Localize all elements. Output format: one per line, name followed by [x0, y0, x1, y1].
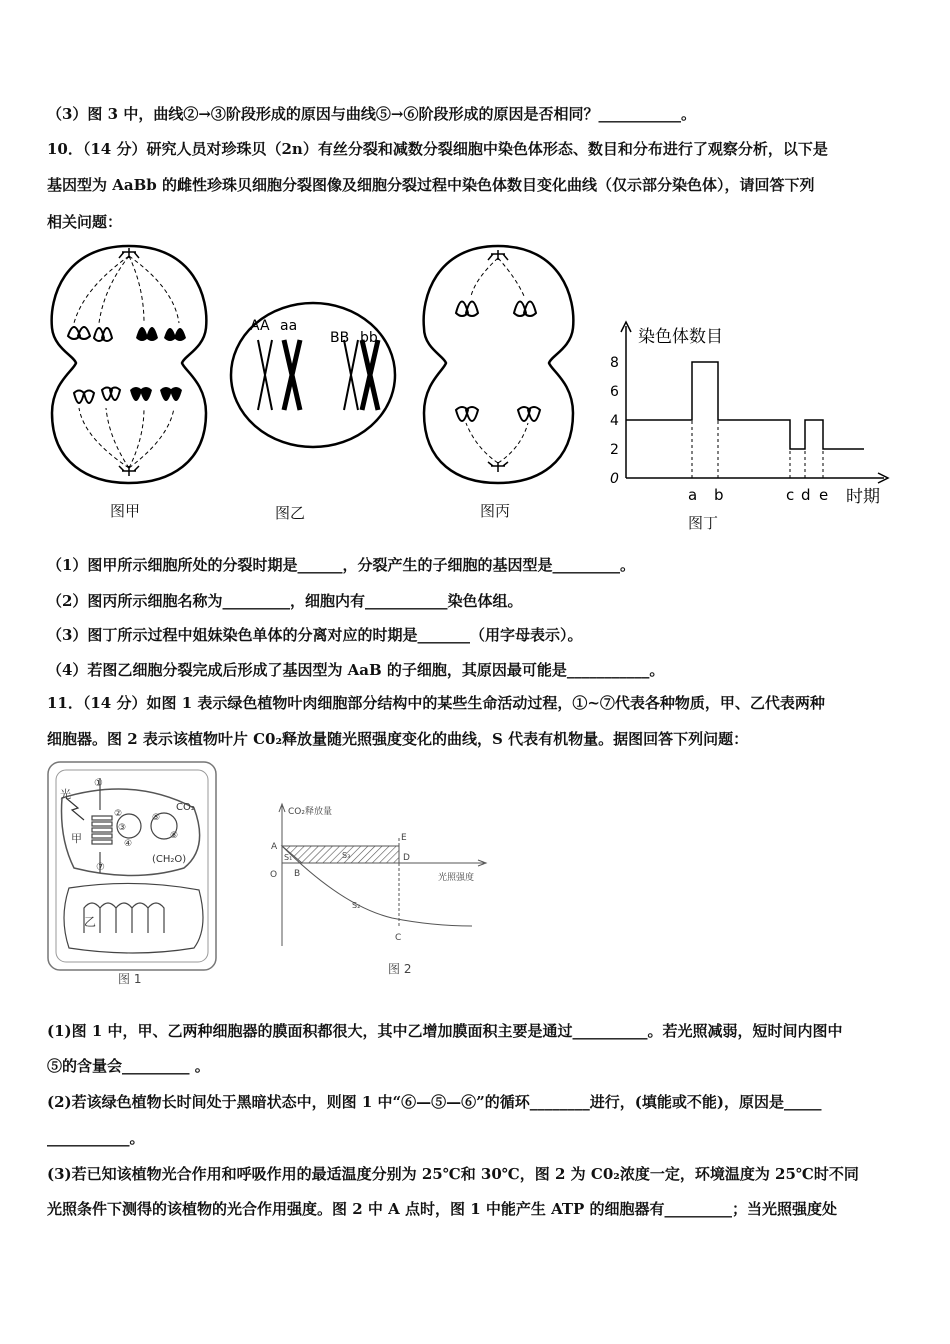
area-S1: S₁ — [284, 853, 293, 862]
q11-1-line-1: (1)图 1 中，甲、乙两种细胞器的膜面积都很大，其中乙增加膜面积主要是通过__________。若光照减弱，短时间内图中 — [47, 1022, 843, 1040]
figure-yi-caption: 图乙 — [275, 504, 306, 522]
figure-1-cell-diagram — [44, 758, 222, 993]
chromosome-count-line — [626, 362, 864, 449]
substance-5: ⑤ — [152, 813, 161, 823]
x-marker-label: e — [819, 486, 829, 504]
x-marker-label: c — [786, 486, 795, 504]
q11-1-line-2: ⑤的含量会_________ 。 — [47, 1057, 210, 1075]
substance-3: ③ — [118, 823, 127, 833]
point-A: A — [271, 842, 278, 852]
substance-1: ① — [94, 778, 103, 789]
gene-label-bb: bb — [360, 330, 378, 346]
area-S3: S₃ — [342, 851, 351, 860]
fig2-xlabel: 光照强度 — [438, 873, 475, 883]
q10-4: （4）若图乙细胞分裂完成后形成了基因型为 AaB 的子细胞，其原因最可能是___________。 — [47, 661, 665, 679]
y-tick-label: 6 — [610, 384, 619, 400]
point-B: B — [294, 869, 301, 879]
q11-2-line-2: ___________。 — [47, 1129, 145, 1147]
point-C: C — [395, 933, 402, 943]
q10-2: （2）图丙所示细胞名称为_________，细胞内有___________染色体组。 — [47, 592, 523, 610]
substance-2: ② — [114, 809, 123, 819]
gene-label-AA: AA — [250, 318, 270, 334]
point-E: E — [401, 833, 407, 843]
gene-label-aa: aa — [280, 318, 298, 334]
substance-6: ⑥ — [170, 831, 179, 841]
q10-stem-line-1: 10．（14 分）研究人员对珍珠贝（2n）有丝分裂和减数分裂细胞中染色体形态、数目和分布进行了观察分析，以下是 — [47, 140, 828, 158]
q10-3: （3）图丁所示过程中姐妹染色单体的分离对应的时期是_______（用字母表示）。 — [47, 626, 583, 644]
x-marker-label: a — [688, 486, 698, 504]
q10-stem-line-2: 基因型为 AaBb 的雌性珍珠贝细胞分裂图像及细胞分裂过程中染色体数目变化曲线（仅示部分染色体），请回答下列 — [47, 176, 815, 194]
figure-bing — [416, 238, 581, 488]
q10-stem-line-3: 相关问题： — [47, 213, 123, 231]
q11-3-line-2: 光照条件下测得的该植物的光合作用强度。图 2 中 A 点时，图 1 中能产生 ATP 的细胞器有_________；当光照强度处 — [47, 1200, 838, 1218]
q11-2-line-1: (2)若该绿色植物长时间处于黑暗状态中，则图 1 中“⑥—⑤—⑥”的循环________进行，(填能或不能)，原因是_____ — [47, 1093, 822, 1111]
substance-4: ④ — [124, 839, 133, 849]
figure-1-caption: 图 1 — [118, 972, 142, 986]
figure-jia-caption: 图甲 — [110, 502, 141, 520]
organelle-jia-label: 甲 — [71, 832, 82, 845]
q11-stem-line-2: 细胞器。图 2 表示该植物叶片 C0₂释放量随光照强度变化的曲线，S 代表有机物量。据图回答下列问题： — [47, 730, 749, 748]
x-marker-label: b — [714, 486, 724, 504]
light-label: 光 — [60, 788, 71, 801]
substance-7: ⑦ — [96, 862, 105, 873]
y-tick-label: 2 — [610, 442, 619, 458]
origin-O: O — [270, 870, 278, 880]
figure-bing-caption: 图丙 — [480, 502, 511, 520]
x-marker-label: d — [801, 486, 811, 504]
gene-label-BB: BB — [330, 330, 350, 346]
y-tick-label: 4 — [610, 413, 619, 429]
area-S2: S₂ — [352, 901, 361, 910]
figure-ding-chart — [596, 318, 896, 533]
q10-1: （1）图甲所示细胞所处的分裂时期是______，分裂产生的子细胞的基因型是_________。 — [47, 556, 635, 574]
ch2o-label: (CH₂O) — [152, 854, 187, 865]
organelle-yi-label: 乙 — [84, 915, 97, 929]
point-D: D — [403, 853, 410, 863]
figure-yi — [228, 300, 398, 450]
figure-2-caption: 图 2 — [388, 962, 412, 976]
y-axis-label: 染色体数目 — [638, 327, 723, 347]
q11-stem-line-1: 11．（14 分）如图 1 表示绿色植物叶肉细胞部分结构中的某些生命活动过程，①~⑦代表各种物质，甲、乙代表两种 — [47, 694, 825, 712]
figure-2-graph — [262, 796, 492, 956]
co2-label: CO₂ — [176, 802, 195, 813]
figure-jia — [44, 238, 214, 488]
y-tick-label: 8 — [610, 355, 619, 371]
figure-ding-caption: 图丁 — [688, 514, 719, 532]
y-tick-label: 0 — [610, 471, 619, 487]
x-axis-label: 时期 — [846, 487, 880, 507]
q9-3-line: （3）图 3 中，曲线②→③阶段形成的原因与曲线⑤→⑥阶段形成的原因是否相同？___________。 — [47, 105, 696, 123]
q11-3-line-1: (3)若已知该植物光合作用和呼吸作用的最适温度分别为 25℃和 30℃，图 2 为 C0₂浓度一定，环境温度为 25℃时不同 — [47, 1165, 859, 1183]
fig2-ylabel: CO₂释放量 — [288, 807, 332, 817]
